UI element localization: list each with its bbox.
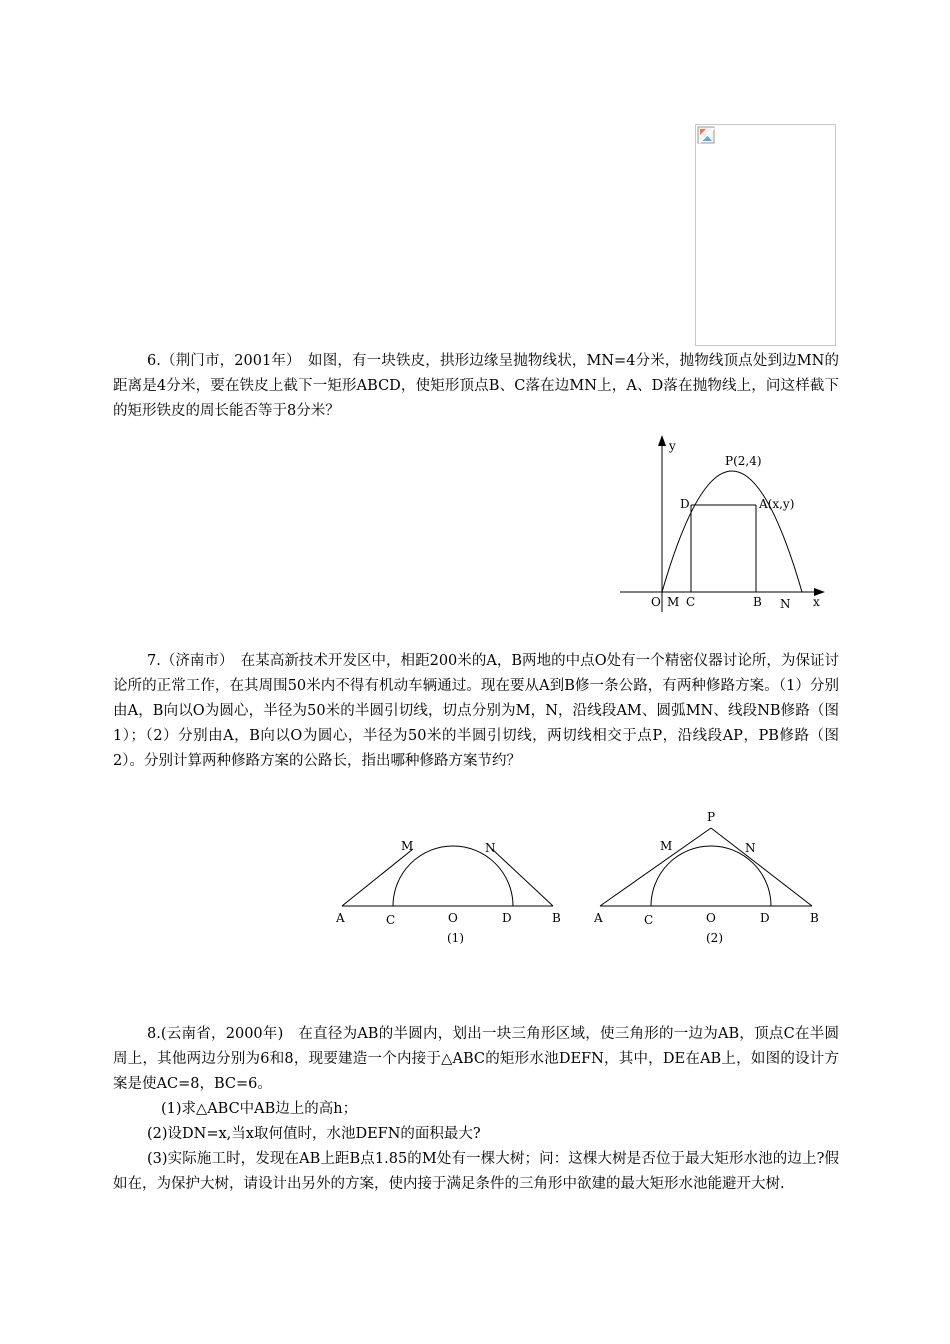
question-8-sub-2: (2)设DN=x,当x取何值时，水池DEFN的面积最大? — [147, 1126, 481, 1142]
fig2-point-c: C — [644, 913, 654, 927]
fig2-point-n: N — [745, 841, 756, 855]
q7-figure-2 — [593, 810, 819, 945]
question-8-sub-3: (3)实际施工时，发现在AB上距B点1.85的M处有一棵大树；问：这棵大树是否位于最大矩形水池的边上?假如在，为保护大树，请设计出另外的方案，使内接于满足条件的三角形中欲建的最大矩形水池能避开大树. — [113, 1151, 839, 1192]
fig2-point-m: M — [660, 839, 673, 853]
question-7-text: 7.（济南市） 在某高新技术开发区中，相距200米的A，B两地的中点O处有一个精密仪器讨论所，为保证讨论所的正常工作，在其周围50米内不得有机动车辆通过。现在要从A到B修一条公路，有两种修路方案。（1）分别由A，B向以O为圆心，半径为50米的半圆引切线，切点分别为M，N，沿线段AM、圆弧MN、线段NB修路（图1）；（2）分别由A，B向以O为圆心，半径为50米的半圆引切线，两切线相交于点P，沿线段AP，PB修路（图2）。分别计算两种修路方案的公路长，指出哪种修路方案节约？ — [113, 653, 839, 769]
fig1-point-n: N — [485, 841, 496, 855]
y-axis-label: y — [669, 439, 676, 453]
q6-parabola-figure — [615, 432, 845, 617]
fig1-point-a: A — [336, 911, 345, 925]
fig2-point-d: D — [760, 911, 770, 925]
question-8-sub-1: (1)求△ABC中AB边上的高h； — [161, 1101, 358, 1117]
point-a-label: A(x,y) — [759, 497, 795, 511]
point-d-label: D — [680, 497, 690, 511]
point-n-label: N — [780, 597, 791, 611]
point-p-label: P(2,4) — [725, 454, 762, 468]
fig1-point-o: O — [448, 911, 458, 925]
broken-image-icon — [697, 126, 717, 146]
broken-image-placeholder — [695, 124, 836, 346]
fig2-point-o: O — [706, 911, 716, 925]
q7-figures — [330, 805, 850, 950]
fig2-point-p: P — [707, 810, 716, 824]
fig1-point-m: M — [401, 839, 414, 853]
q7-figure-1 — [335, 839, 561, 945]
question-6-text: 6.（荆门市，2001年） 如图，有一块铁皮，拱形边缘呈抛物线状，MN=4分米，抛物线顶点处到边MN的距离是4分米，要在铁皮上截下一矩形ABCD，使矩形顶点B、C落在边MN上，A、D落在抛物线上，问这样截下的矩形铁皮的周长能否等于8分米？ — [113, 353, 839, 419]
x-axis-label: x — [813, 595, 820, 609]
fig1-point-c: C — [386, 913, 396, 927]
fig2-point-b: B — [810, 911, 819, 925]
fig1-point-d: D — [502, 911, 512, 925]
fig1-caption: (1) — [447, 931, 464, 945]
point-c-label: C — [686, 595, 696, 609]
fig2-caption: (2) — [706, 931, 723, 945]
fig1-point-b: B — [552, 911, 561, 925]
origin-label: O — [651, 595, 661, 609]
point-b-label: B — [753, 595, 762, 609]
fig2-point-a: A — [594, 911, 603, 925]
point-m-label: M — [667, 595, 680, 609]
question-8-text: 8.(云南省，2000年) 在直径为AB的半圆内，划出一块三角形区域，使三角形的一边为AB，顶点C在半圆周上，其他两边分别为6和8，现要建造一个内接于△ABC的矩形水池DEFN，其中，DE在AB上，如图的设计方案是使AC=8，BC=6。 — [113, 1026, 839, 1092]
